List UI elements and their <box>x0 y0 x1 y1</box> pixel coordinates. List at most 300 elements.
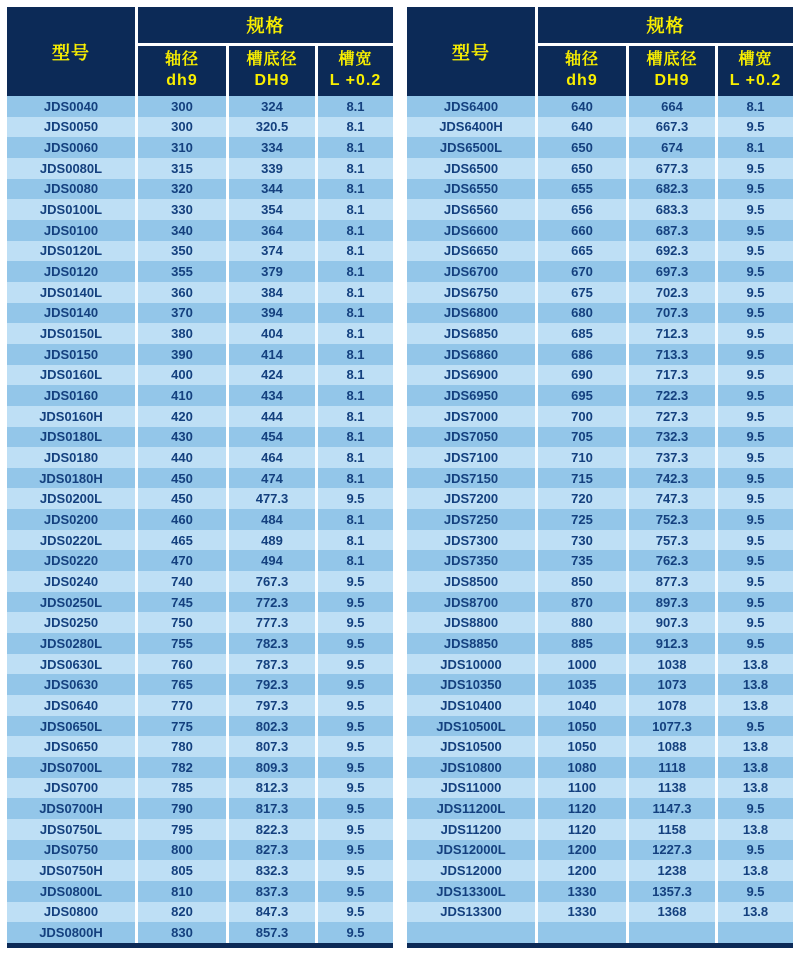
groove-width-cell: 9.5 <box>718 798 793 819</box>
shaft-diameter-cell: 795 <box>138 819 226 840</box>
groove-width-cell <box>718 922 793 943</box>
model-cell: JDS11200 <box>407 819 535 840</box>
groove-width-cell: 8.1 <box>718 137 793 158</box>
groove-bottom-diameter-cell: 807.3 <box>229 736 315 757</box>
header-groove-bottom-diameter <box>229 46 315 96</box>
model-cell: JDS0240 <box>7 571 135 592</box>
model-cell: JDS0050 <box>7 117 135 138</box>
groove-bottom-diameter-cell: 782.3 <box>229 633 315 654</box>
groove-width-cell: 9.5 <box>718 633 793 654</box>
table-row <box>407 488 793 509</box>
groove-bottom-diameter-cell: 424 <box>229 365 315 386</box>
table-row <box>7 137 393 158</box>
groove-width-cell: 9.5 <box>318 654 393 675</box>
groove-width-cell: 9.5 <box>718 530 793 551</box>
groove-width-cell: 8.1 <box>318 282 393 303</box>
table-row <box>407 220 793 241</box>
groove-bottom-diameter-cell: 727.3 <box>629 406 715 427</box>
model-cell: JDS0080 <box>7 179 135 200</box>
model-cell: JDS8850 <box>407 633 535 654</box>
table-row <box>407 158 793 179</box>
shaft-diameter-cell: 390 <box>138 344 226 365</box>
shaft-diameter-cell: 820 <box>138 902 226 923</box>
groove-bottom-diameter-cell: 792.3 <box>229 674 315 695</box>
groove-width-cell: 9.5 <box>318 757 393 778</box>
model-cell: JDS0140 <box>7 303 135 324</box>
table-row <box>7 303 393 324</box>
model-cell: JDS6800 <box>407 303 535 324</box>
groove-bottom-diameter-cell: 702.3 <box>629 282 715 303</box>
table-body <box>407 96 793 943</box>
shaft-diameter-cell: 680 <box>538 303 626 324</box>
groove-width-cell: 9.5 <box>318 902 393 923</box>
shaft-diameter-cell: 370 <box>138 303 226 324</box>
table-row <box>7 757 393 778</box>
table-row <box>407 137 793 158</box>
header-shaft-diameter-cn: 轴径 <box>564 51 599 69</box>
groove-bottom-diameter-cell: 897.3 <box>629 592 715 613</box>
spec-table-left <box>7 7 393 948</box>
groove-bottom-diameter-cell: 454 <box>229 427 315 448</box>
model-cell: JDS6500 <box>407 158 535 179</box>
table-row <box>7 902 393 923</box>
shaft-diameter-cell: 830 <box>138 922 226 943</box>
shaft-diameter-cell: 700 <box>538 406 626 427</box>
groove-width-cell: 9.5 <box>718 840 793 861</box>
groove-width-cell: 8.1 <box>318 323 393 344</box>
groove-width-cell: 8.1 <box>318 96 393 117</box>
groove-bottom-diameter-cell: 707.3 <box>629 303 715 324</box>
table-row <box>7 778 393 799</box>
groove-bottom-diameter-cell: 787.3 <box>229 654 315 675</box>
shaft-diameter-cell: 880 <box>538 612 626 633</box>
groove-bottom-diameter-cell: 464 <box>229 447 315 468</box>
table-row <box>7 798 393 819</box>
groove-bottom-diameter-cell: 812.3 <box>229 778 315 799</box>
groove-bottom-diameter-cell: 664 <box>629 96 715 117</box>
groove-width-cell: 8.1 <box>318 199 393 220</box>
model-cell: JDS11000 <box>407 778 535 799</box>
model-cell: JDS0180 <box>7 447 135 468</box>
table-row <box>407 695 793 716</box>
groove-bottom-diameter-cell: 444 <box>229 406 315 427</box>
table-row <box>407 860 793 881</box>
table-row <box>407 550 793 571</box>
model-cell: JDS0280L <box>7 633 135 654</box>
shaft-diameter-cell: 745 <box>138 592 226 613</box>
shaft-diameter-cell: 640 <box>538 96 626 117</box>
header-groove-width <box>318 46 393 96</box>
model-cell: JDS0120L <box>7 241 135 262</box>
shaft-diameter-cell: 686 <box>538 344 626 365</box>
groove-width-cell: 9.5 <box>718 427 793 448</box>
table-row <box>407 530 793 551</box>
groove-width-cell: 9.5 <box>718 385 793 406</box>
shaft-diameter-cell: 320 <box>138 179 226 200</box>
model-cell: JDS0220 <box>7 550 135 571</box>
groove-width-cell: 9.5 <box>718 447 793 468</box>
shaft-diameter-cell: 465 <box>138 530 226 551</box>
shaft-diameter-cell: 710 <box>538 447 626 468</box>
table-row <box>7 674 393 695</box>
table-row <box>7 633 393 654</box>
header-groove-width-code: L +0.2 <box>729 72 782 89</box>
groove-bottom-diameter-cell: 767.3 <box>229 571 315 592</box>
groove-width-cell: 8.1 <box>318 550 393 571</box>
groove-width-cell: 8.1 <box>318 137 393 158</box>
groove-width-cell: 9.5 <box>318 881 393 902</box>
groove-width-cell: 9.5 <box>718 488 793 509</box>
shaft-diameter-cell: 650 <box>538 158 626 179</box>
shaft-diameter-cell: 1050 <box>538 736 626 757</box>
model-cell: JDS0630L <box>7 654 135 675</box>
table-row <box>407 199 793 220</box>
groove-bottom-diameter-cell: 762.3 <box>629 550 715 571</box>
header-groove-bottom-diameter-code: DH9 <box>254 72 290 89</box>
table-row <box>407 798 793 819</box>
table-row <box>7 427 393 448</box>
table-row <box>7 530 393 551</box>
model-cell: JDS0120 <box>7 261 135 282</box>
groove-bottom-diameter-cell: 1158 <box>629 819 715 840</box>
table-row <box>7 447 393 468</box>
table-row <box>7 96 393 117</box>
table-row <box>407 406 793 427</box>
groove-width-cell: 8.1 <box>318 447 393 468</box>
groove-width-cell: 9.5 <box>718 406 793 427</box>
model-cell: JDS8800 <box>407 612 535 633</box>
model-cell: JDS6700 <box>407 261 535 282</box>
groove-width-cell: 9.5 <box>718 220 793 241</box>
model-cell: JDS0150L <box>7 323 135 344</box>
shaft-diameter-cell: 715 <box>538 468 626 489</box>
groove-bottom-diameter-cell: 339 <box>229 158 315 179</box>
table-row <box>7 571 393 592</box>
groove-width-cell: 9.5 <box>718 365 793 386</box>
shaft-diameter-cell: 1200 <box>538 840 626 861</box>
table-row <box>407 509 793 530</box>
table-row <box>407 819 793 840</box>
groove-width-cell: 9.5 <box>718 509 793 530</box>
groove-bottom-diameter-cell: 822.3 <box>229 819 315 840</box>
groove-bottom-diameter-cell: 489 <box>229 530 315 551</box>
model-cell: JDS6750 <box>407 282 535 303</box>
table-row <box>7 860 393 881</box>
model-cell: JDS0080L <box>7 158 135 179</box>
groove-width-cell: 9.5 <box>318 798 393 819</box>
shaft-diameter-cell: 450 <box>138 468 226 489</box>
model-cell: JDS0160 <box>7 385 135 406</box>
table-row <box>407 179 793 200</box>
model-cell: JDS0650 <box>7 736 135 757</box>
groove-width-cell: 9.5 <box>718 158 793 179</box>
groove-bottom-diameter-cell: 1118 <box>629 757 715 778</box>
model-cell: JDS12000L <box>407 840 535 861</box>
table-row <box>7 406 393 427</box>
table-row <box>407 674 793 695</box>
table-body <box>7 96 393 943</box>
model-cell: JDS11200L <box>407 798 535 819</box>
model-cell: JDS7200 <box>407 488 535 509</box>
model-cell: JDS0200 <box>7 509 135 530</box>
groove-width-cell: 9.5 <box>718 550 793 571</box>
groove-bottom-diameter-cell: 374 <box>229 241 315 262</box>
table-row <box>407 778 793 799</box>
groove-width-cell: 8.1 <box>318 241 393 262</box>
groove-bottom-diameter-cell: 797.3 <box>229 695 315 716</box>
groove-width-cell: 9.5 <box>318 778 393 799</box>
groove-bottom-diameter-cell: 802.3 <box>229 716 315 737</box>
groove-bottom-diameter-cell: 732.3 <box>629 427 715 448</box>
groove-width-cell: 9.5 <box>318 736 393 757</box>
table-row <box>7 488 393 509</box>
groove-width-cell: 9.5 <box>318 922 393 943</box>
groove-width-cell: 8.1 <box>318 303 393 324</box>
model-cell: JDS0700H <box>7 798 135 819</box>
model-cell: JDS7250 <box>407 509 535 530</box>
model-cell: JDS7000 <box>407 406 535 427</box>
shaft-diameter-cell: 780 <box>138 736 226 757</box>
groove-bottom-diameter-cell: 832.3 <box>229 860 315 881</box>
table-bottom-border <box>7 943 393 948</box>
model-cell: JDS7150 <box>407 468 535 489</box>
model-cell: JDS10000 <box>407 654 535 675</box>
groove-bottom-diameter-cell: 1078 <box>629 695 715 716</box>
groove-width-cell: 13.8 <box>718 778 793 799</box>
groove-bottom-diameter-cell: 677.3 <box>629 158 715 179</box>
table-row <box>407 736 793 757</box>
shaft-diameter-cell: 1100 <box>538 778 626 799</box>
shaft-diameter-cell: 750 <box>138 612 226 633</box>
shaft-diameter-cell: 805 <box>138 860 226 881</box>
model-cell: JDS0700L <box>7 757 135 778</box>
model-cell: JDS0800L <box>7 881 135 902</box>
groove-width-cell: 8.1 <box>318 406 393 427</box>
table-row <box>407 840 793 861</box>
shaft-diameter-cell: 340 <box>138 220 226 241</box>
groove-bottom-diameter-cell: 772.3 <box>229 592 315 613</box>
header-groove-bottom-diameter-cn: 槽底径 <box>246 51 298 69</box>
table-row <box>7 385 393 406</box>
shaft-diameter-cell: 460 <box>138 509 226 530</box>
model-cell: JDS7300 <box>407 530 535 551</box>
shaft-diameter-cell: 640 <box>538 117 626 138</box>
groove-width-cell: 8.1 <box>318 220 393 241</box>
model-cell: JDS6900 <box>407 365 535 386</box>
groove-width-cell: 9.5 <box>318 612 393 633</box>
table-row <box>7 881 393 902</box>
model-cell: JDS0180L <box>7 427 135 448</box>
groove-width-cell: 9.5 <box>718 592 793 613</box>
table-row <box>7 654 393 675</box>
groove-bottom-diameter-cell: 1138 <box>629 778 715 799</box>
groove-bottom-diameter-cell: 682.3 <box>629 179 715 200</box>
groove-width-cell: 13.8 <box>718 736 793 757</box>
table-row <box>7 736 393 757</box>
groove-bottom-diameter-cell: 394 <box>229 303 315 324</box>
groove-width-cell: 8.1 <box>318 427 393 448</box>
shaft-diameter-cell: 785 <box>138 778 226 799</box>
table-row <box>7 282 393 303</box>
groove-bottom-diameter-cell: 683.3 <box>629 199 715 220</box>
groove-bottom-diameter-cell: 752.3 <box>629 509 715 530</box>
table-row <box>407 344 793 365</box>
groove-bottom-diameter-cell: 747.3 <box>629 488 715 509</box>
model-cell: JDS6950 <box>407 385 535 406</box>
model-cell: JDS10350 <box>407 674 535 695</box>
table-row <box>407 323 793 344</box>
groove-bottom-diameter-cell: 484 <box>229 509 315 530</box>
shaft-diameter-cell: 1200 <box>538 860 626 881</box>
model-cell: JDS6400 <box>407 96 535 117</box>
groove-width-cell: 13.8 <box>718 819 793 840</box>
groove-width-cell: 9.5 <box>718 716 793 737</box>
shaft-diameter-cell: 810 <box>138 881 226 902</box>
table-row <box>7 199 393 220</box>
table-row <box>7 158 393 179</box>
table-row <box>407 881 793 902</box>
shaft-diameter-cell: 410 <box>138 385 226 406</box>
table-row <box>407 902 793 923</box>
groove-bottom-diameter-cell: 334 <box>229 137 315 158</box>
groove-bottom-diameter-cell: 847.3 <box>229 902 315 923</box>
model-cell: JDS0630 <box>7 674 135 695</box>
table-row <box>7 509 393 530</box>
groove-bottom-diameter-cell: 817.3 <box>229 798 315 819</box>
groove-width-cell: 8.1 <box>318 365 393 386</box>
groove-bottom-diameter-cell: 912.3 <box>629 633 715 654</box>
groove-width-cell: 8.1 <box>318 530 393 551</box>
model-cell: JDS0140L <box>7 282 135 303</box>
table-row <box>407 922 793 943</box>
groove-width-cell: 8.1 <box>318 117 393 138</box>
table-row <box>407 241 793 262</box>
groove-bottom-diameter-cell: 907.3 <box>629 612 715 633</box>
table-row <box>7 612 393 633</box>
model-cell: JDS0200L <box>7 488 135 509</box>
groove-width-cell: 8.1 <box>318 468 393 489</box>
header-groove-width-code: L +0.2 <box>329 72 382 89</box>
groove-bottom-diameter-cell: 477.3 <box>229 488 315 509</box>
groove-bottom-diameter-cell: 1147.3 <box>629 798 715 819</box>
shaft-diameter-cell: 765 <box>138 674 226 695</box>
model-cell: JDS10500 <box>407 736 535 757</box>
groove-width-cell: 13.8 <box>718 654 793 675</box>
shaft-diameter-cell: 665 <box>538 241 626 262</box>
model-cell: JDS0180H <box>7 468 135 489</box>
groove-width-cell: 9.5 <box>318 860 393 881</box>
model-cell: JDS0640 <box>7 695 135 716</box>
model-cell: JDS6400H <box>407 117 535 138</box>
shaft-diameter-cell: 300 <box>138 96 226 117</box>
model-cell: JDS13300L <box>407 881 535 902</box>
header-shaft-diameter <box>538 46 626 96</box>
model-cell: JDS0100L <box>7 199 135 220</box>
groove-width-cell: 9.5 <box>318 716 393 737</box>
shaft-diameter-cell: 782 <box>138 757 226 778</box>
shaft-diameter-cell: 355 <box>138 261 226 282</box>
shaft-diameter-cell: 1330 <box>538 881 626 902</box>
table-row <box>7 922 393 943</box>
model-cell: JDS0150 <box>7 344 135 365</box>
shaft-diameter-cell: 740 <box>138 571 226 592</box>
table-row <box>7 117 393 138</box>
shaft-diameter-cell: 730 <box>538 530 626 551</box>
groove-bottom-diameter-cell: 717.3 <box>629 365 715 386</box>
model-cell: JDS0750H <box>7 860 135 881</box>
table-row <box>407 427 793 448</box>
groove-width-cell: 8.1 <box>318 509 393 530</box>
model-cell: JDS0220L <box>7 530 135 551</box>
table-row <box>407 365 793 386</box>
groove-bottom-diameter-cell: 777.3 <box>229 612 315 633</box>
groove-width-cell: 13.8 <box>718 695 793 716</box>
model-cell: JDS0650L <box>7 716 135 737</box>
model-cell: JDS13300 <box>407 902 535 923</box>
shaft-diameter-cell: 1035 <box>538 674 626 695</box>
table-row <box>7 241 393 262</box>
shaft-diameter-cell: 675 <box>538 282 626 303</box>
groove-width-cell: 8.1 <box>718 96 793 117</box>
shaft-diameter-cell: 1330 <box>538 902 626 923</box>
table-row <box>7 695 393 716</box>
shaft-diameter-cell: 720 <box>538 488 626 509</box>
groove-bottom-diameter-cell: 379 <box>229 261 315 282</box>
groove-bottom-diameter-cell: 354 <box>229 199 315 220</box>
table-row <box>407 571 793 592</box>
shaft-diameter-cell: 690 <box>538 365 626 386</box>
shaft-diameter-cell: 440 <box>138 447 226 468</box>
shaft-diameter-cell: 1080 <box>538 757 626 778</box>
shaft-diameter-cell: 670 <box>538 261 626 282</box>
header-groove-width-cn: 槽宽 <box>738 51 773 69</box>
groove-bottom-diameter-cell: 434 <box>229 385 315 406</box>
table-row <box>7 220 393 241</box>
groove-bottom-diameter-cell: 722.3 <box>629 385 715 406</box>
table-row <box>7 819 393 840</box>
groove-bottom-diameter-cell: 742.3 <box>629 468 715 489</box>
shaft-diameter-cell: 420 <box>138 406 226 427</box>
header-model: 型号 <box>7 7 135 96</box>
table-row <box>407 117 793 138</box>
model-cell: JDS7050 <box>407 427 535 448</box>
groove-width-cell: 9.5 <box>318 592 393 613</box>
model-cell: JDS10400 <box>407 695 535 716</box>
groove-bottom-diameter-cell: 667.3 <box>629 117 715 138</box>
groove-bottom-diameter-cell: 1238 <box>629 860 715 881</box>
groove-bottom-diameter-cell: 692.3 <box>629 241 715 262</box>
groove-bottom-diameter-cell: 1357.3 <box>629 881 715 902</box>
groove-width-cell: 9.5 <box>318 488 393 509</box>
shaft-diameter-cell: 695 <box>538 385 626 406</box>
groove-width-cell: 9.5 <box>318 840 393 861</box>
model-cell: JDS0160L <box>7 365 135 386</box>
groove-width-cell: 9.5 <box>718 179 793 200</box>
model-cell: JDS7350 <box>407 550 535 571</box>
table-row <box>407 303 793 324</box>
table-header <box>407 7 793 96</box>
groove-width-cell: 9.5 <box>718 468 793 489</box>
groove-bottom-diameter-cell: 1088 <box>629 736 715 757</box>
groove-width-cell: 9.5 <box>718 241 793 262</box>
shaft-diameter-cell: 1120 <box>538 798 626 819</box>
header-groove-width <box>718 46 793 96</box>
groove-bottom-diameter-cell: 757.3 <box>629 530 715 551</box>
groove-width-cell: 9.5 <box>718 571 793 592</box>
groove-bottom-diameter-cell <box>629 922 715 943</box>
shaft-diameter-cell: 850 <box>538 571 626 592</box>
header-shaft-diameter-cn: 轴径 <box>164 51 199 69</box>
